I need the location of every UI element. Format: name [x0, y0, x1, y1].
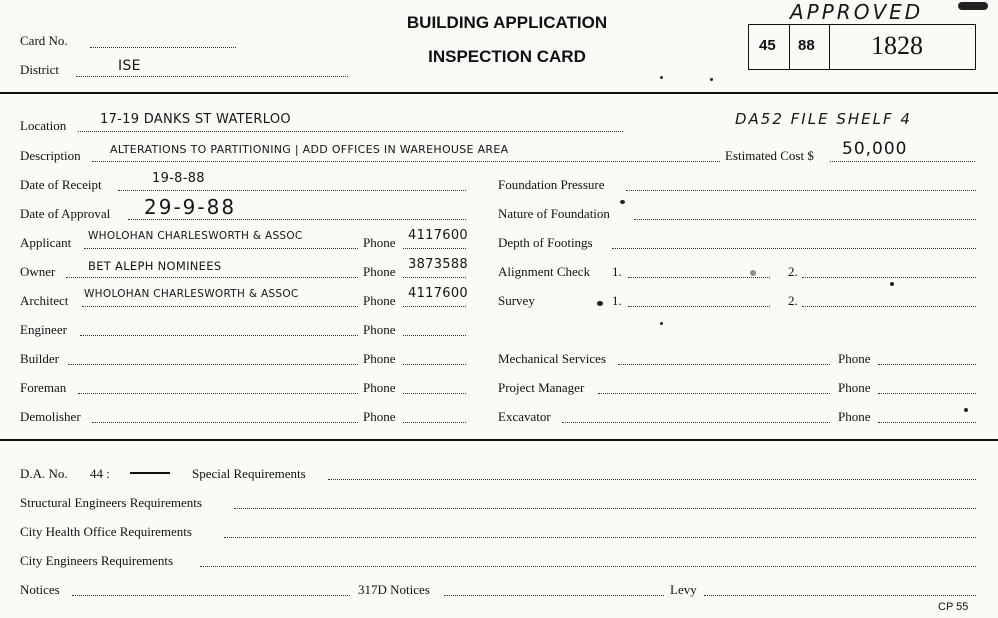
applicant-phone-value: 4117600 [408, 228, 468, 243]
applicant-phone-field[interactable] [403, 248, 466, 249]
form-code: CP 55 [938, 601, 969, 613]
survey-field-1[interactable] [628, 306, 770, 307]
survey-num1: 1. [612, 293, 622, 308]
owner-label: Owner [20, 264, 56, 279]
foundation-pressure-label: Foundation Pressure [498, 177, 605, 192]
excavator-label: Excavator [498, 409, 551, 424]
estimated-cost-label: Estimated Cost $ [725, 148, 814, 163]
special-requirements-label: Special Requirements [192, 466, 306, 481]
foreman-label: Foreman [20, 380, 67, 395]
scan-speck [958, 2, 988, 10]
owner-phone-value: 3873588 [408, 257, 468, 272]
owner-field[interactable] [66, 277, 358, 278]
project-manager-phone-label: Phone [838, 380, 871, 395]
title-line2: INSPECTION CARD [428, 47, 586, 66]
alignment-check-label: Alignment Check [498, 264, 591, 279]
date-of-receipt-label: Date of Receipt [20, 177, 102, 192]
description-value: ALTERATIONS TO PARTITIONING | ADD OFFICES IN WAREHOUSE AREA [110, 143, 509, 156]
card-no-field[interactable] [90, 47, 236, 48]
engineer-phone-label: Phone [363, 322, 396, 337]
header-divider [0, 92, 998, 94]
title-line1: BUILDING APPLICATION [406, 13, 608, 32]
mechanical-phone-label: Phone [838, 351, 871, 366]
scan-speck [890, 282, 894, 286]
box-value-3: 1828 [871, 31, 923, 60]
survey-num2: 2. [788, 293, 798, 308]
notices-field[interactable] [72, 595, 350, 596]
foreman-field[interactable] [78, 393, 358, 394]
mechanical-phone-field[interactable] [878, 364, 976, 365]
special-requirements-field[interactable] [328, 479, 976, 480]
mechanical-services-field[interactable] [618, 364, 830, 365]
health-requirements-field[interactable] [224, 537, 976, 538]
applicant-phone-label: Phone [363, 235, 396, 250]
applicant-field[interactable] [84, 248, 358, 249]
city-engineers-requirements-label: City Engineers Requirements [20, 553, 174, 568]
survey-label: Survey [498, 293, 535, 308]
structural-requirements-field[interactable] [234, 508, 976, 509]
scan-speck [660, 76, 663, 79]
da-no-dash [130, 472, 170, 474]
box-divider [829, 25, 830, 69]
box-value-2: 88 [798, 37, 815, 54]
scan-speck [750, 270, 756, 276]
architect-phone-label: Phone [363, 293, 396, 308]
excavator-phone-field[interactable] [878, 422, 976, 423]
date-of-receipt-value: 19-8-88 [152, 171, 205, 186]
alignment-check-num2: 2. [788, 264, 798, 279]
levy-field[interactable] [704, 595, 976, 596]
estimated-cost-field[interactable] [830, 161, 975, 162]
description-label: Description [20, 148, 81, 163]
engineer-phone-field[interactable] [403, 335, 466, 336]
da-no-label: D.A. No. [20, 466, 68, 481]
box-value-1: 45 [759, 37, 776, 54]
demolisher-field[interactable] [92, 422, 358, 423]
nature-of-foundation-label: Nature of Foundation [498, 206, 610, 221]
structural-requirements-label: Structural Engineers Requirements [20, 495, 202, 510]
date-of-approval-label: Date of Approval [20, 206, 111, 221]
estimated-cost-value: 50,000 [842, 139, 908, 159]
district-value: ISE [118, 58, 141, 74]
demolisher-phone-label: Phone [363, 409, 396, 424]
depth-of-footings-field[interactable] [612, 248, 976, 249]
architect-label: Architect [20, 293, 69, 308]
mechanical-services-label: Mechanical Services [498, 351, 606, 366]
foreman-phone-field[interactable] [403, 393, 466, 394]
approved-stamp: APPROVED [790, 0, 924, 24]
foundation-pressure-field[interactable] [626, 190, 976, 191]
location-value: 17-19 DANKS ST WATERLOO [100, 112, 291, 127]
survey-field-2[interactable] [802, 306, 976, 307]
description-field[interactable] [92, 161, 720, 162]
location-field[interactable] [78, 131, 623, 132]
project-manager-field[interactable] [598, 393, 830, 394]
scan-speck [597, 301, 603, 306]
section-divider [0, 439, 998, 441]
project-manager-label: Project Manager [498, 380, 585, 395]
scan-speck [964, 408, 968, 412]
applicant-label: Applicant [20, 235, 72, 250]
architect-field[interactable] [82, 306, 358, 307]
owner-phone-label: Phone [363, 264, 396, 279]
location-label: Location [20, 118, 67, 133]
notices-317d-field[interactable] [444, 595, 664, 596]
demolisher-label: Demolisher [20, 409, 81, 424]
health-requirements-label: City Health Office Requirements [20, 524, 192, 539]
excavator-field[interactable] [562, 422, 830, 423]
box-divider [789, 25, 790, 69]
architect-phone-field[interactable] [403, 306, 466, 307]
card-no-label: Card No. [20, 33, 68, 48]
date-of-approval-field[interactable] [128, 219, 466, 220]
depth-of-footings-label: Depth of Footings [498, 235, 593, 250]
nature-of-foundation-field[interactable] [634, 219, 976, 220]
engineer-label: Engineer [20, 322, 67, 337]
levy-label: Levy [670, 582, 697, 597]
owner-phone-field[interactable] [403, 277, 466, 278]
owner-value: BET ALEPH NOMINEES [88, 259, 222, 273]
excavator-phone-label: Phone [838, 409, 871, 424]
builder-phone-label: Phone [363, 351, 396, 366]
applicant-value: WHOLOHAN CHARLESWORTH & ASSOC [88, 230, 303, 242]
city-engineers-requirements-field[interactable] [200, 566, 976, 567]
district-field[interactable] [76, 76, 348, 77]
notices-317d-label: 317D Notices [358, 582, 430, 597]
alignment-check-field-2[interactable] [802, 277, 976, 278]
builder-field[interactable] [68, 364, 358, 365]
demolisher-phone-field[interactable] [403, 422, 466, 423]
da-no-value: 44 : [90, 466, 110, 481]
date-of-receipt-field[interactable] [118, 190, 466, 191]
file-note: DA52 FILE SHELF 4 [735, 110, 912, 128]
builder-label: Builder [20, 351, 59, 366]
scan-speck [620, 200, 625, 204]
project-manager-phone-field[interactable] [878, 393, 976, 394]
scan-speck [710, 78, 713, 81]
architect-value: WHOLOHAN CHARLESWORTH & ASSOC [84, 288, 299, 300]
architect-phone-value: 4117600 [408, 286, 468, 301]
scan-speck [660, 322, 663, 325]
reference-box [748, 24, 976, 70]
alignment-check-field-1[interactable] [628, 277, 770, 278]
notices-label: Notices [20, 582, 60, 597]
district-label: District [20, 62, 59, 77]
alignment-check-num1: 1. [612, 264, 622, 279]
foreman-phone-label: Phone [363, 380, 396, 395]
date-of-approval-value: 29-9-88 [144, 195, 237, 219]
engineer-field[interactable] [80, 335, 358, 336]
builder-phone-field[interactable] [403, 364, 466, 365]
